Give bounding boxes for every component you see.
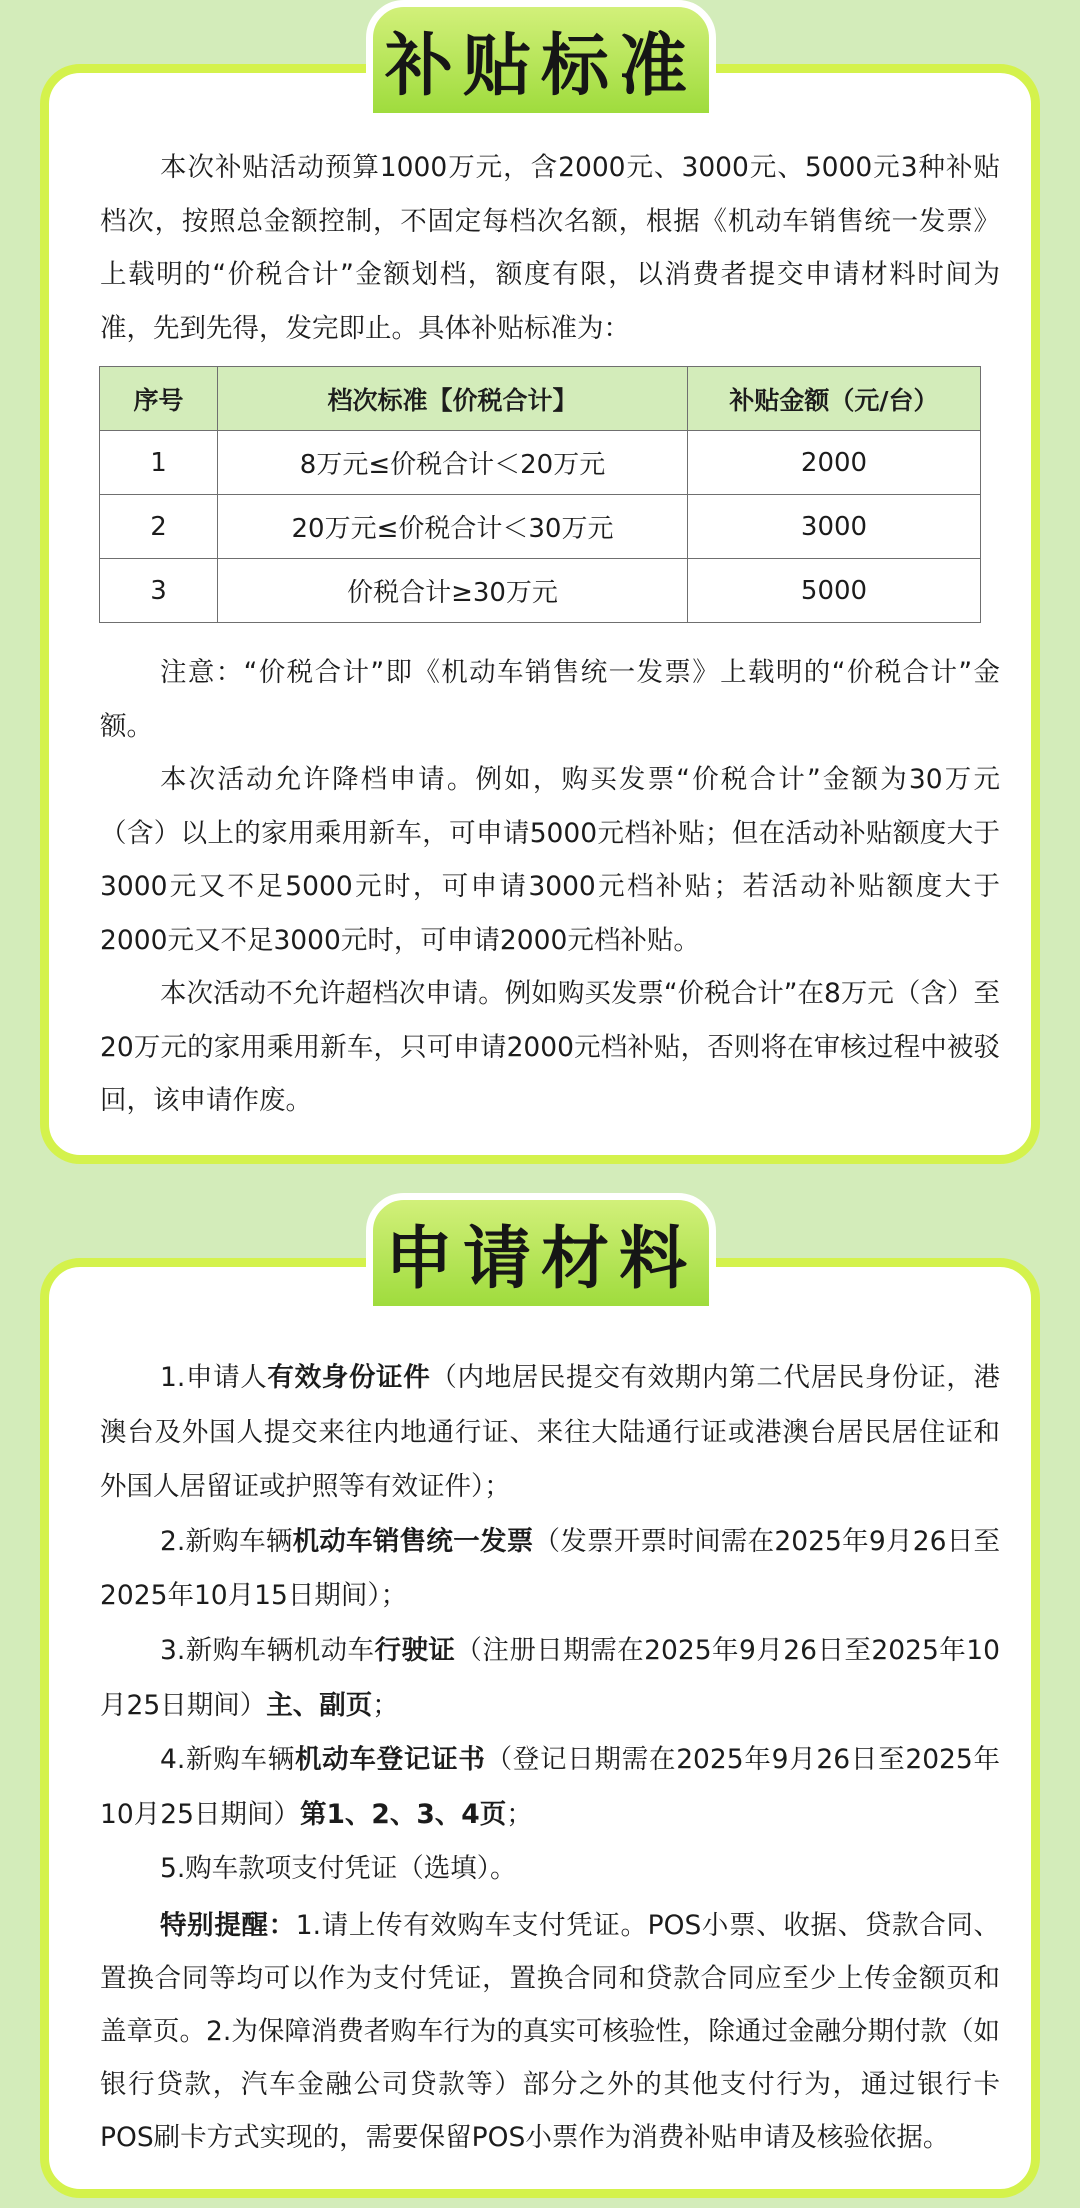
row-amount: 3000 xyxy=(688,495,981,559)
material-keyword: 行驶证 xyxy=(374,1634,456,1666)
material-keyword: 有效身份证件 xyxy=(267,1362,431,1393)
subsidy-notes xyxy=(100,646,1000,1128)
material-item-license: 3.新购车辆机动车行驶证（注册日期需在2025年9月26日至2025年10月25日期间）主、副页； xyxy=(100,1634,1000,1721)
material-item-registration: 4.新购车辆机动车登记证书（登记日期需在2025年9月26日至2025年10月25日期间）第1、2、3、4页； xyxy=(100,1744,1001,1830)
row-index: 2 xyxy=(100,495,218,559)
row-index: 1 xyxy=(100,431,218,495)
subsidy-standard-title: 补贴标准 xyxy=(366,0,716,120)
table-row xyxy=(100,431,981,495)
row-index: 3 xyxy=(100,559,218,623)
material-keyword: 机动车销售统一发票 xyxy=(292,1525,534,1557)
header-amount: 补贴金额（元/台） xyxy=(688,367,981,431)
reminder-text: 1.请上传有效购车支付凭证。POS小票、收据、贷款合同、置换合同等均可以作为支付凭证，置换合同和贷款合同应至少上传金额页和盖章页。2.为保障消费者购车行为的真实可核验性，除通过金融分期付款（如银行贷款，汽车金融公司贷款等）部分之外的其他支付行为，通过银行卡POS刷卡方式实现的，需要保留POS小票作为消费补贴申请及核验依据。 xyxy=(100,1909,1001,2153)
material-item-invoice: 2.新购车辆机动车销售统一发票（发票开票时间需在2025年9月26日至2025年10月15日期间）； xyxy=(100,1525,1000,1612)
downgrade-paragraph: 本次活动允许降档申请。例如，购买发票“价税合计”金额为30万元（含）以上的家用乘用新车，可申请5000元档补贴；但在活动补贴额度大于3000元又不足5000元时，可申请3000元档补贴；若活动补贴额度大于2000元又不足3000元时，可申请2000元档补贴。 xyxy=(100,764,1000,956)
material-item-payment: 5.购车款项支付凭证（选填）。 xyxy=(160,1853,517,1885)
table-header-row xyxy=(100,367,981,431)
special-reminder xyxy=(100,1899,1000,2164)
materials-list xyxy=(100,1351,1000,2164)
note-paragraph: 注意：“价税合计”即《机动车销售统一发票》上载明的“价税合计”金额。 xyxy=(100,657,1000,742)
intro-paragraph: 本次补贴活动预算1000万元，含2000元、3000元、5000元3种补贴档次，按照总金额控制，不固定每档次名额，根据《机动车销售统一发票》上载明的“价税合计”金额划档，额度有限，以消费者提交申请材料时间为准，先到先得，发完即止。具体补贴标准为： xyxy=(100,152,1000,344)
row-tier: 价税合计≥30万元 xyxy=(218,559,688,623)
subsidy-table xyxy=(99,366,981,623)
table-row xyxy=(100,495,981,559)
application-materials-title: 申请材料 xyxy=(366,1193,716,1313)
reminder-label: 特别提醒： xyxy=(160,1909,296,1941)
row-amount: 2000 xyxy=(688,431,981,495)
table-row xyxy=(100,559,981,623)
header-index: 序号 xyxy=(100,367,218,431)
no-upgrade-paragraph: 本次活动不允许超档次申请。例如购买发票“价税合计”在8万元（含）至20万元的家用乘用新车，只可申请2000元档补贴，否则将在审核过程中被驳回，该申请作废。 xyxy=(100,978,1000,1116)
material-item-id: 1.申请人有效身份证件（内地居民提交有效期内第二代居民身份证，港澳台及外国人提交来往内地通行证、来往大陆通行证或港澳台居民居住证和外国人居留证或护照等有效证件）； xyxy=(100,1362,1001,1503)
row-amount: 5000 xyxy=(688,559,981,623)
subsidy-intro xyxy=(100,141,1000,355)
row-tier: 20万元≤价税合计＜30万元 xyxy=(218,495,688,559)
header-tier: 档次标准【价税合计】 xyxy=(218,367,688,431)
row-tier: 8万元≤价税合计＜20万元 xyxy=(218,431,688,495)
material-keyword: 机动车登记证书 xyxy=(294,1744,486,1776)
